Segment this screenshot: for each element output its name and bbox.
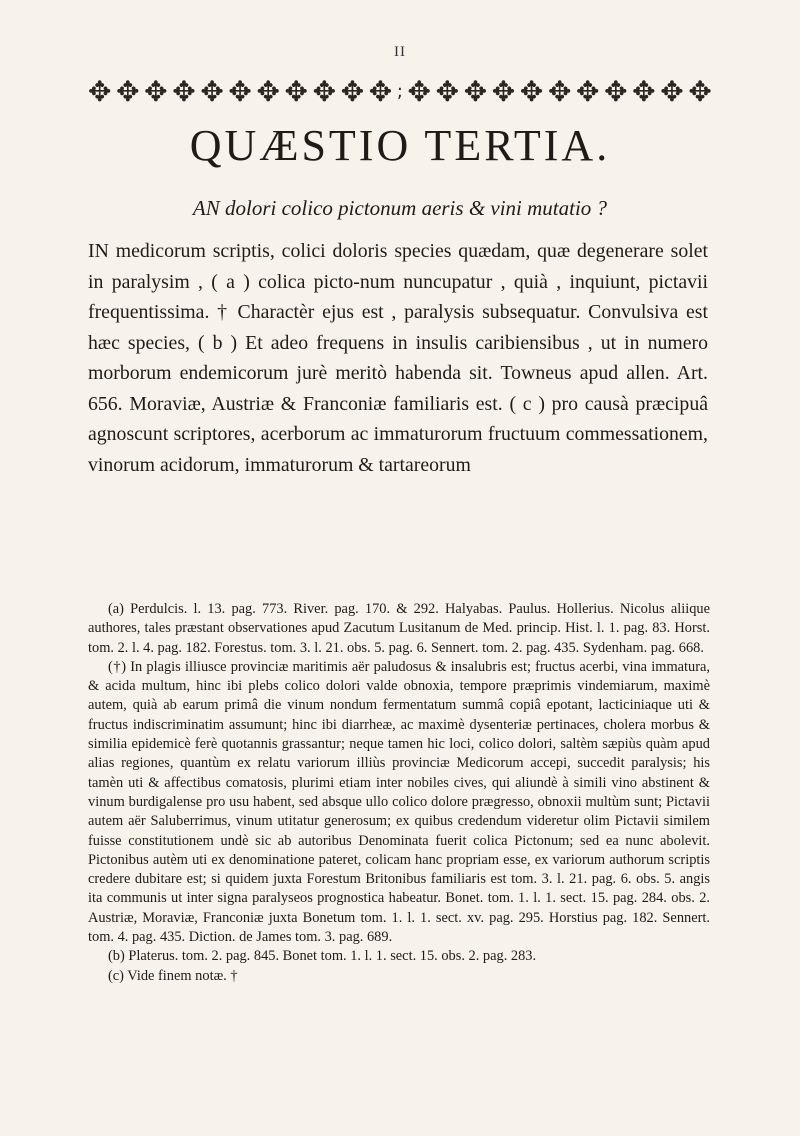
fleuron-icon: ✥ bbox=[368, 75, 393, 108]
fleuron-icon: ✥ bbox=[519, 75, 544, 108]
footnote-divider bbox=[92, 586, 708, 587]
fleuron-icon: ✥ bbox=[576, 75, 600, 108]
ornament-separator: ; bbox=[396, 81, 403, 102]
fleuron-icon: ✥ bbox=[688, 75, 712, 108]
question-subtitle: AN dolori colico pictonum aeris & vini mutatio ? bbox=[192, 196, 608, 220]
fleuron-icon: ✥ bbox=[547, 75, 572, 108]
fleuron-icon: ✥ bbox=[312, 75, 337, 108]
fleuron-icon: ✥ bbox=[632, 75, 656, 108]
footnotes bbox=[88, 600, 710, 986]
fleuron-icon: ✥ bbox=[228, 75, 252, 108]
footnote-b: (b) Platerus. tom. 2. pag. 845. Bonet tom. 1. l. 1. sect. 15. obs. 2. pag. 283. bbox=[108, 948, 537, 965]
fleuron-icon: ✥ bbox=[200, 75, 224, 108]
fleuron-icon: ✥ bbox=[463, 75, 488, 108]
fleuron-icon: ✥ bbox=[491, 75, 516, 108]
fleuron-icon: ✥ bbox=[407, 75, 432, 108]
fleuron-icon: ✥ bbox=[604, 75, 628, 108]
fleuron-icon: ✥ bbox=[116, 75, 140, 108]
fleuron-icon: ✥ bbox=[340, 75, 365, 108]
fleuron-icon: ✥ bbox=[284, 75, 309, 108]
decorative-header-band bbox=[88, 70, 712, 114]
fleuron-icon: ✥ bbox=[660, 75, 684, 108]
main-paragraph: IN medicorum scriptis, colici doloris species quædam, quæ degenerare solet in paralysim , ( a ) colica picto-num nuncupatur , quià , inquiunt, pictavii frequentissima. † Charactèr ejus est , paralysis subsequatur. Convulsiva est hæc species, ( b ) Et adeo frequens in insulis caribiensibus , ut in numero morborum endemicorum jurè meritò habenda sit. Towneus apud allen. Art. 656. Moraviæ, Austriæ & Franconiæ familiaris est. ( c ) pro causà præcipuâ agnoscunt scriptores, acerborum ac immaturorum fructuum commessationem, vinorum acidorum, immaturorum & tartareorum bbox=[88, 240, 708, 476]
fleuron-icon: ✥ bbox=[435, 75, 460, 108]
fleuron-icon: ✥ bbox=[172, 75, 196, 108]
fleuron-icon: ✥ bbox=[88, 75, 112, 108]
fleuron-icon: ✥ bbox=[256, 75, 280, 108]
section-title: QUÆSTIO TERTIA. bbox=[189, 121, 611, 170]
footnote-c: (c) Vide finem notæ. † bbox=[108, 967, 238, 984]
page-number: II bbox=[394, 44, 406, 60]
footnote-dagger: (†) In plagis illiusce provinciæ maritimis aër paludosus & insalubris est; fructus acerbi, vina immatura, & acida multum, hinc ibi plebs colico dolori valde obnoxia, tempore præprimis vindemiarum, maximè autem, quià ab earum primâ die vinum nondum fermentatum summâ copiâ epotant, lacticiniaque uti & fructus indiscriminatim assumunt; hinc ibi diarrheæ, ac maximè dysenteriæ pertinaces, cholera morbus & similia epidemicè ferè quotannis grassantur; neque tamen hic loci, colico dolori, saltèm sæpiùs quàm apud alias regiones, quantùm ex relatu variorum illiùs provinciæ Medicorum accepi, succedit paralysis; his tamèn uti & affectibus comatosis, plurimi etiam inter nobiles cives, qui aliundè à simili vino abstinent & vinum burdigalense pro usu habent, sed absque ullo colico dolore prægresso, obnoxii multùm sunt; Pictavii autem aër Saluberrimus, vinum utitatur generosum; ex quibus credendum videretur olim Pictavii similem fuisse constitutionem undè sic ab autoribus Denominata fuerit colica Pictonum; sed ea nunc abolevit. Pictonibus autèm uti ex denominatione pateret, colicam hanc propriam esse, ex variorum authorum scriptis credere dubitare est; si quidem juxta Forestum Britonibus familiaris est tom. 3. l. 21. pag. 6. obs. 5. angis ita communis ut inter signa paralyseos prognostica habeatur. Bonet. tom. 1. l. 1. sect. 15. pag. 284. obs. 2. Austriæ, Moraviæ, Franconiæ juxta Bonetum tom. 1. l. 1. sect. xv. pag. 295. Horstius pag. 182. Sennert. tom. 4. pag. 435. Diction. de James tom. 3. pag. 689. bbox=[88, 658, 710, 946]
fleuron-icon: ✥ bbox=[144, 75, 168, 108]
footnote-a: (a) Perdulcis. l. 13. pag. 773. River. pag. 170. & 292. Halyabas. Paulus. Hollerius. Nicolus aliique authores, tales præstant observationes apud Zacutum Lusitanum de Med. princip. Hist. l. 1. pag. 83. Horst. tom. 2. l. 4. pag. 182. Forestus. tom. 3. l. 21. obs. 5. pag. 6. Sennert. tom. 2. pag. 435. Sydenham. pag. 668. bbox=[88, 601, 710, 656]
